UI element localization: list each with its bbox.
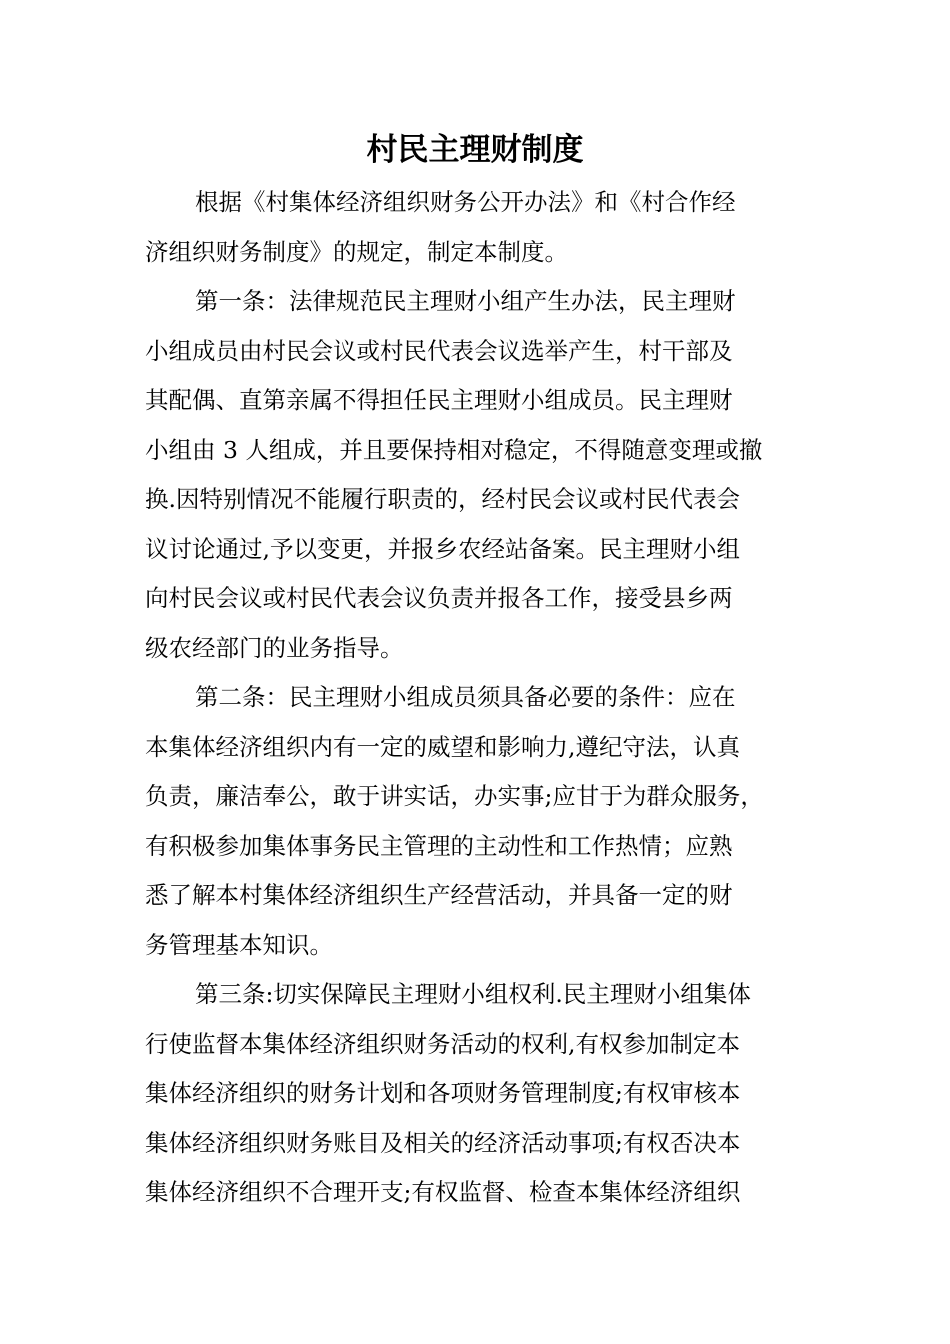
text-line: 集体经济组织的财务计划和各项财务管理制度;有权审核本 [145, 1079, 741, 1107]
text-line: 有积极参加集体事务民主管理的主动性和工作热情；应熟 [145, 831, 733, 860]
text-line: 集体经济组织不合理开支;有权监督、检查本集体经济组织 [145, 1178, 741, 1206]
text-line: 第一条：法律规范民主理财小组产生办法，民主理财 [195, 287, 736, 315]
text-line: 议讨论通过,予以变更，并报乡农经站备案。民主理财小组 [145, 534, 740, 563]
text-line: 集体经济组织财务账目及相关的经济活动事项;有权否决本 [145, 1128, 741, 1157]
text-line: 济组织财务制度》的规定，制定本制度。 [145, 237, 568, 266]
document-title: 村民主理财制度 [366, 132, 584, 168]
text-line: 第三条:切实保障民主理财小组权利.民主理财小组集体 [195, 980, 751, 1008]
text-line: 换.因特别情况不能履行职责的，经村民会议或村民代表会 [145, 485, 740, 513]
text-line: 根据《村集体经济组织财务公开办法》和《村合作经 [195, 188, 736, 216]
text-line: 级农经部门的业务指导。 [145, 633, 404, 662]
text-line: 负责，廉洁奉公，敢于讲实话，办实事;应甘于为群众服务， [145, 782, 764, 810]
document-body [145, 178, 815, 1218]
text-line: 小组成员由村民会议或村民代表会议选举产生，村干部及 [145, 336, 733, 365]
text-line: 小组由 3 人组成，并且要保持相对稳定，不得随意变理或撤 [145, 435, 763, 464]
text-line: 悉了解本村集体经济组织生产经营活动，并具备一定的财 [145, 881, 733, 909]
text-line: 向村民会议或村民代表会议负责并报各工作，接受县乡两 [145, 584, 733, 612]
text-line: 本集体经济组织内有一定的威望和影响力,遵纪守法，认真 [145, 732, 740, 761]
text-line: 行使监督本集体经济组织财务活动的权利,有权参加制定本 [145, 1029, 740, 1058]
text-line: 其配偶、直第亲属不得担任民主理财小组成员。民主理财 [145, 386, 733, 414]
text-line: 务管理基本知识。 [145, 930, 333, 959]
text-line: 第二条：民主理财小组成员须具备必要的条件：应在 [195, 683, 736, 711]
